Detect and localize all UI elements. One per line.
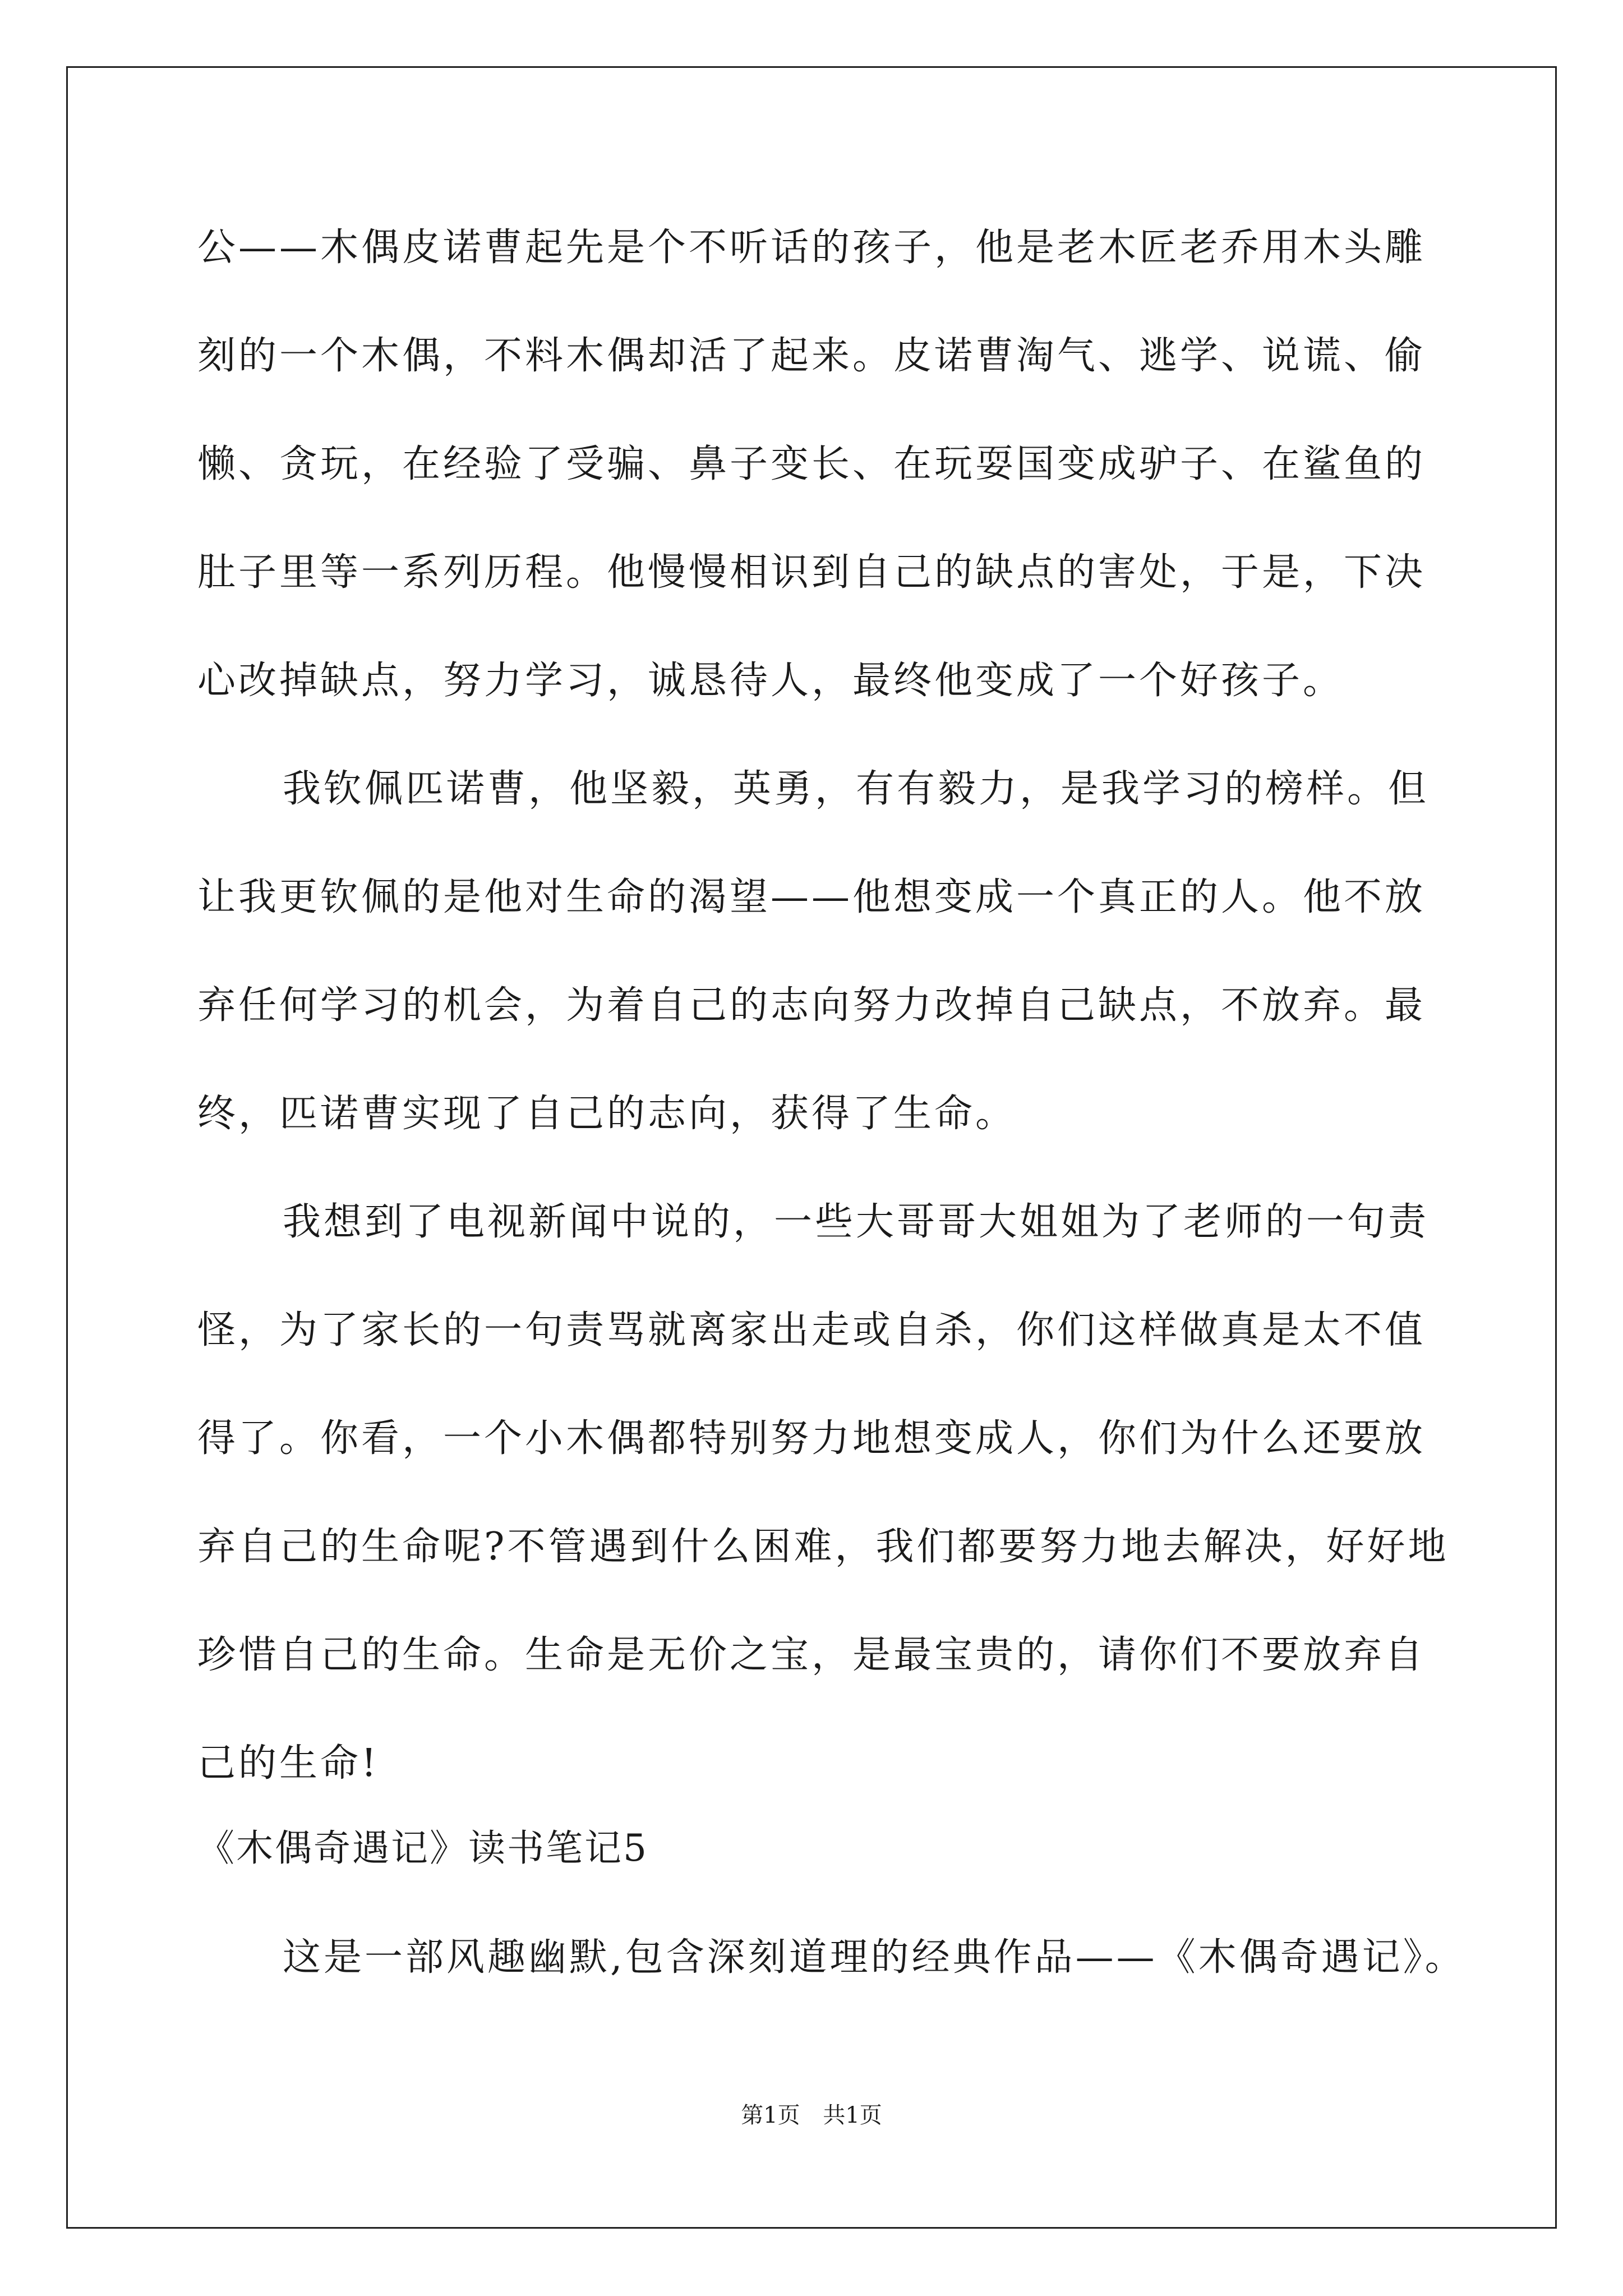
page-border: [66, 66, 1557, 2229]
body-line: 弃任何学习的机会，为着自己的志向努力改掉自己缺点，不放弃。最: [197, 983, 1426, 1028]
body-line: 己的生命!: [197, 1741, 380, 1786]
body-line: 让我更钦佩的是他对生命的渴望——他想变成一个真正的人。他不放: [197, 875, 1426, 919]
body-line: 肚子里等一系列历程。他慢慢相识到自己的缺点的害处，于是，下决: [197, 550, 1426, 595]
body-line: 得了。你看，一个小木偶都特别努力地想变成人，你们为什么还要放: [197, 1416, 1426, 1461]
body-line: 珍惜自己的生命。生命是无价之宝，是最宝贵的，请你们不要放弃自: [197, 1633, 1426, 1677]
body-line: 心改掉缺点，努力学习，诚恳待人，最终他变成了一个好孩子。: [197, 659, 1344, 703]
body-line: 我钦佩匹诺曹，他坚毅，英勇，有有毅力，是我学习的榜样。但: [283, 767, 1430, 811]
page-footer: [0, 2101, 1623, 2129]
body-line: 弃自己的生命呢?不管遇到什么困难，我们都要努力地去解决，好好地: [197, 1525, 1449, 1569]
body-line: 终，匹诺曹实现了自己的志向，获得了生命。: [197, 1092, 1017, 1136]
page-number: 第1页: [741, 2102, 800, 2128]
page-total: 共1页: [823, 2102, 882, 2128]
body-line: 怪，为了家长的一句责骂就离家出走或自杀，你们这样做真是太不值: [197, 1308, 1426, 1352]
body-line: 刻的一个木偶，不料木偶却活了起来。皮诺曹淘气、逃学、说谎、偷: [197, 334, 1426, 378]
body-line: 这是一部风趣幽默,包含深刻道理的经典作品——《木偶奇遇记》。: [283, 1935, 1466, 1980]
body-line: 我想到了电视新闻中说的，一些大哥哥大姐姐为了老师的一句责: [283, 1200, 1430, 1244]
body-line: 懒、贪玩，在经验了受骗、鼻子变长、在玩耍国变成驴子、在鲨鱼的: [197, 442, 1426, 486]
body-line: 公——木偶皮诺曹起先是个不听话的孩子，他是老木匠老乔用木头雕: [197, 226, 1426, 270]
section-heading: 《木偶奇遇记》读书笔记5: [197, 1826, 648, 1870]
